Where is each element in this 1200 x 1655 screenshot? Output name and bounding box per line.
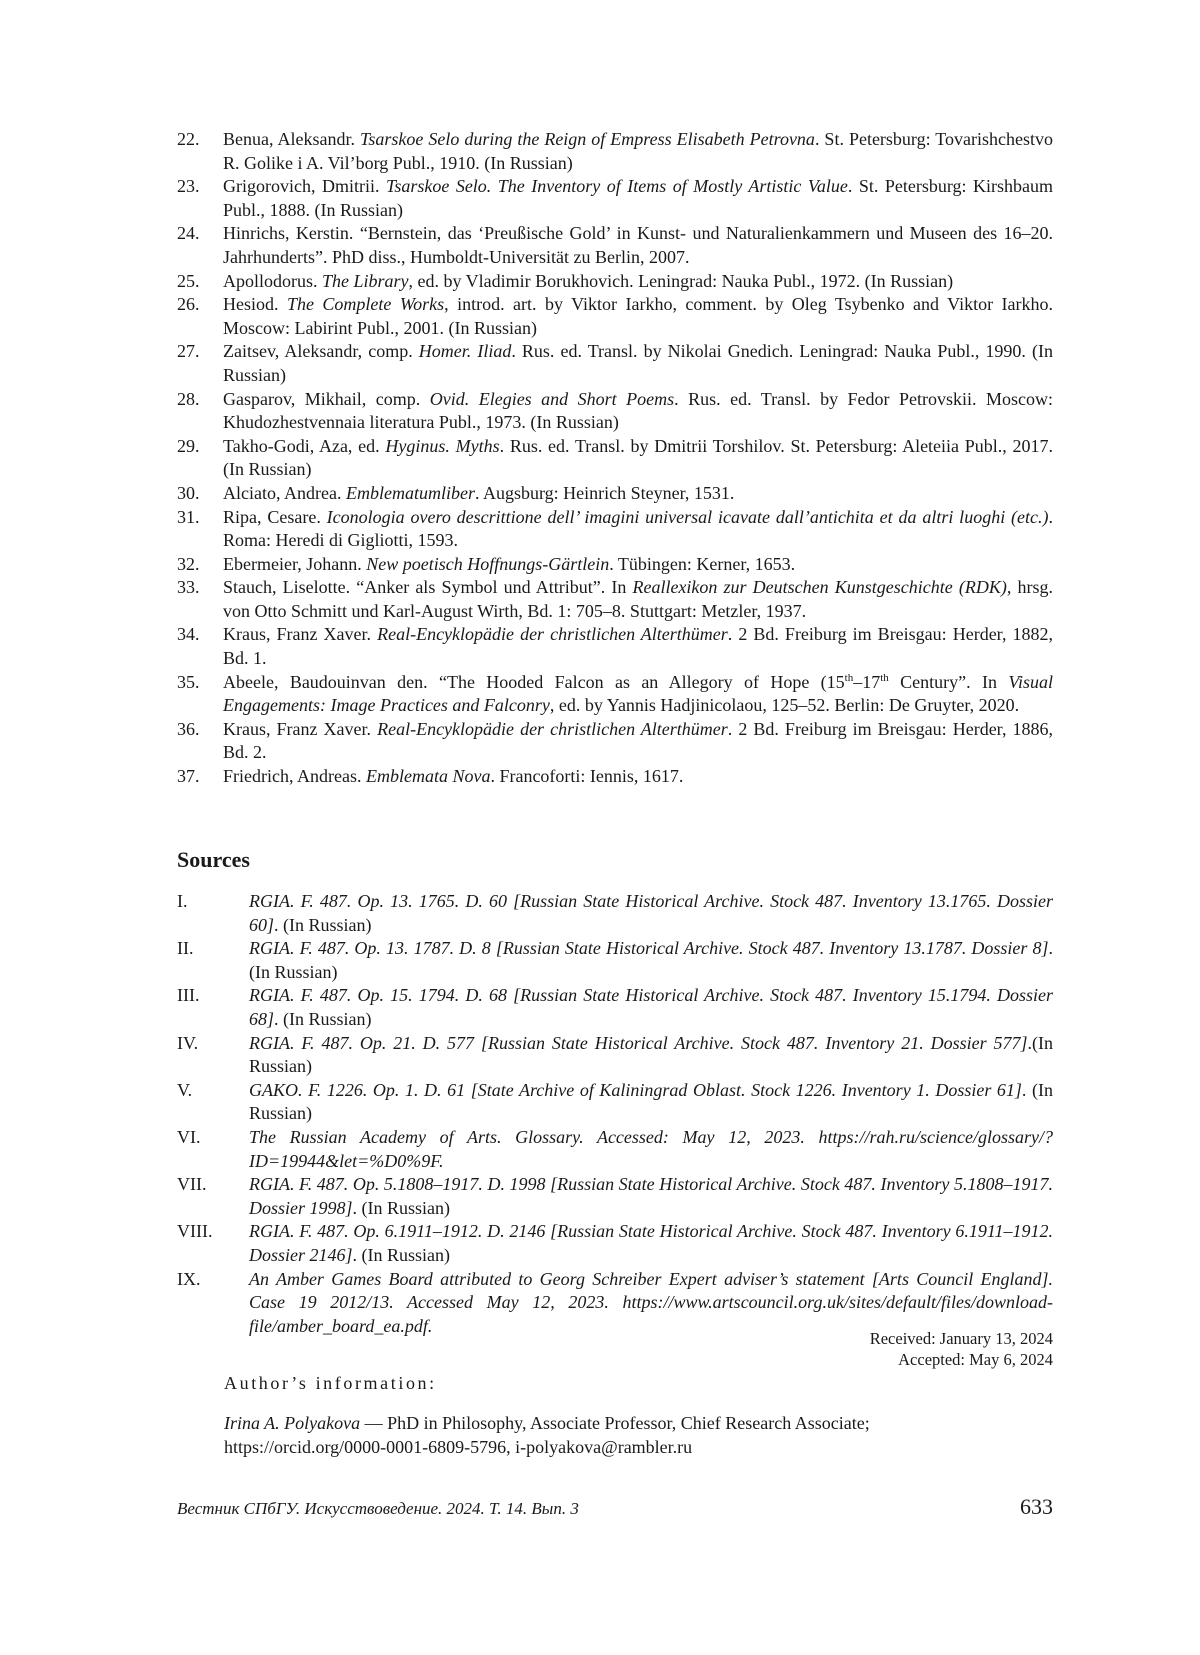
reference-item-number: 28. xyxy=(177,388,200,409)
reference-item-number: 34. xyxy=(177,624,200,645)
reference-item-text xyxy=(223,293,1053,340)
reference-item-text xyxy=(223,482,1053,506)
reference-item-text xyxy=(223,388,1053,435)
source-item xyxy=(177,937,1053,984)
italic-title: RGIA. F. 487. Op. 5.1808–1917. D. 1998 [Russian State Historical Archive. Stock 487. Inventory 5.1808–1917. Dossier 1998] xyxy=(249,1174,1053,1218)
source-item xyxy=(177,1220,1053,1267)
reference-item xyxy=(177,718,1053,765)
text-run: . St. Petersburg: Tovarishchestvo R. Golike i A. Vil’borg Publ., 1910. (In Russian) xyxy=(223,129,1053,173)
reference-item-number: 26. xyxy=(177,294,200,315)
text-run: Kraus, Franz Xaver. xyxy=(223,624,378,645)
source-item xyxy=(177,1173,1053,1220)
reference-item xyxy=(177,222,1053,269)
reference-item xyxy=(177,671,1053,718)
source-item xyxy=(177,1032,1053,1079)
text-run: . 2 Bd. Freiburg im Breisgau: Herder, 1886, Bd. 2. xyxy=(223,718,1054,763)
text-run: Abeele, Baudouinvan den. “The Hooded Falcon as an Allegory of Hope (15 xyxy=(223,671,845,692)
page-number: 633 xyxy=(1020,1494,1053,1519)
reference-item xyxy=(177,623,1053,670)
source-item xyxy=(177,984,1053,1031)
italic-title: RGIA. F. 487. Op. 21. D. 577 [Russian State Historical Archive. Stock 487. Inventory 21. Dossier 577] xyxy=(249,1032,1028,1053)
text-run: . (In Russian) xyxy=(352,1197,451,1218)
text-run: . (In Russian) xyxy=(249,938,1053,982)
text-run: Takho-Godi, Aza, ed. xyxy=(223,435,386,456)
reference-item-text xyxy=(223,340,1053,387)
reference-item xyxy=(177,553,1053,577)
sources-heading: Sources xyxy=(177,847,250,872)
text-run: Kraus, Franz Xaver. xyxy=(223,718,378,739)
reference-item xyxy=(177,576,1053,623)
journal-footer: Вестник СПбГУ. Искусствоведение. 2024. Т. 14. Вып. 3 xyxy=(177,1499,579,1518)
italic-title: Tsarskoe Selo during the Reign of Empress Elisabeth Petrovna xyxy=(359,129,815,149)
received-date: Received: January 13, 2024 xyxy=(869,1329,1053,1348)
sources-list xyxy=(177,890,1053,1338)
reference-item-number: 24. xyxy=(177,223,200,244)
reference-item-number: 22. xyxy=(177,129,200,149)
source-item-text xyxy=(249,1032,1053,1079)
reference-item-number: 31. xyxy=(177,506,200,527)
text-run: Gasparov, Mikhail, comp. xyxy=(223,388,430,409)
reference-item xyxy=(177,765,1053,789)
reference-item-text xyxy=(223,175,1053,222)
source-item-text xyxy=(249,1220,1053,1267)
author-info xyxy=(224,1411,1024,1459)
text-run: Alciato, Andrea. xyxy=(223,482,346,503)
reference-item-text xyxy=(223,718,1053,765)
text-run: . Roma: Heredi di Gigliotti, 1593. xyxy=(223,506,1054,551)
text-run: Ebermeier, Johann. xyxy=(223,553,367,574)
text-run: Stauch, Liselotte. “Anker als Symbol und Attribut”. In xyxy=(223,577,633,598)
superscript: th xyxy=(844,671,854,684)
text-run: Ripa, Cesare. xyxy=(223,506,327,527)
reference-item-text xyxy=(223,765,1053,789)
italic-title: RGIA. F. 487. Op. 15. 1794. D. 68 [Russian State Historical Archive. Stock 487. Inventory 15.1794. Dossier 68] xyxy=(249,985,1053,1029)
reference-item-text xyxy=(223,576,1053,623)
italic-title: Visual Engagements: Image Practices and Falconry xyxy=(223,671,1053,716)
text-run: Apollodorus. xyxy=(223,270,322,291)
italic-title: Emblematumliber xyxy=(345,482,475,503)
reference-item-text xyxy=(223,671,1053,718)
italic-title: Reallexikon zur Deutschen Kunstgeschichte (RDK) xyxy=(632,577,1007,598)
italic-title: Real-Encyklopädie der christlichen Alterthümer xyxy=(377,624,728,645)
reference-item-number: 27. xyxy=(177,341,200,362)
reference-item-text xyxy=(223,435,1053,482)
references-list xyxy=(177,128,1053,789)
source-item-number: II. xyxy=(177,938,194,959)
source-item-number: VI. xyxy=(177,1126,201,1147)
source-item-number: I. xyxy=(177,891,188,911)
reference-item-text xyxy=(223,623,1053,670)
text-run: , introd. art. by Viktor Iarkho, comment. by Oleg Tsybenko and Viktor Iarkho. Moscow: Labirint Publ., 2001. (In Russian) xyxy=(223,294,1054,338)
submission-dates xyxy=(700,1328,1053,1370)
italic-title: Ovid. Elegies and Short Poems xyxy=(429,388,675,409)
source-item-text xyxy=(249,1079,1053,1126)
source-item-text xyxy=(249,937,1053,984)
text-run: , hrsg. von Otto Schmitt und Karl-August Wirth, Bd. 1: 705–8. Stuttgart: Metzler, 1937. xyxy=(223,577,1053,621)
reference-item-text xyxy=(223,270,1053,294)
italic-title: Emblemata Nova xyxy=(365,766,491,787)
author-name: Irina A. Polyakova xyxy=(224,1413,361,1433)
text-run: , ed. by Vladimir Borukhovich. Leningrad: Nauka Publ., 1972. (In Russian) xyxy=(408,270,954,291)
text-run: . (In Russian) xyxy=(274,1008,372,1029)
text-run: , ed. by Yannis Hadjinicolaou, 125–52. Berlin: De Gruyter, 2020. xyxy=(549,695,1020,716)
author-contacts: https://orcid.org/0000-0001-6809-5796, i-polyakova@rambler.ru xyxy=(224,1437,693,1457)
reference-item-number: 25. xyxy=(177,270,200,291)
italic-title: Real-Encyklopädie der christlichen Alterthümer xyxy=(377,718,728,739)
italic-title: RGIA. F. 487. Op. 6.1911–1912. D. 2146 [Russian State Historical Archive. Stock 487. Inventory 6.1911–1912. Dossier 2146] xyxy=(249,1221,1053,1265)
author-info-heading: Author’s information: xyxy=(224,1373,437,1393)
reference-item-number: 32. xyxy=(177,553,200,574)
italic-title: An Amber Games Board attributed to Georg Schreiber Expert adviser’s statement [Arts Council England]. Case 19 2012/13. Accessed May 12, 2023. https://www.artscouncil.org.uk/sites/default/files/download-file/amber_board_ea.pdf. xyxy=(249,1268,1053,1336)
reference-item-text xyxy=(223,506,1053,553)
text-run: . (In Russian) xyxy=(352,1244,451,1265)
source-item-number: IX. xyxy=(177,1268,201,1289)
reference-item xyxy=(177,435,1053,482)
text-run: . (In Russian) xyxy=(274,914,372,935)
text-run: . Augsburg: Heinrich Steyner, 1531. xyxy=(474,482,735,503)
text-run: . Rus. ed. Transl. by Dmitrii Torshilov. St. Petersburg: Aleteiia Publ., 2017. (In Russian) xyxy=(223,435,1053,480)
reference-item-number: 23. xyxy=(177,176,200,197)
reference-item-number: 29. xyxy=(177,435,200,456)
source-item-text xyxy=(249,1126,1053,1173)
reference-item-text xyxy=(223,222,1053,269)
text-run: Hesiod. xyxy=(223,294,287,315)
text-run: . (In Russian) xyxy=(249,1079,1053,1124)
source-item-number: V. xyxy=(177,1079,193,1100)
reference-item-number: 33. xyxy=(177,577,200,598)
reference-item xyxy=(177,270,1053,294)
italic-title: GAKO. F. 1226. Op. 1. D. 61 [State Archive of Kaliningrad Oblast. Stock 1226. Inventory 1. Dossier 61] xyxy=(249,1079,1022,1100)
text-run: Grigorovich, Dmitrii. xyxy=(223,176,386,197)
text-run: Zaitsev, Aleksandr, comp. xyxy=(223,341,419,362)
text-run: –17 xyxy=(853,671,881,692)
reference-item xyxy=(177,340,1053,387)
italic-title: Homer. Iliad xyxy=(418,341,512,362)
source-item xyxy=(177,1079,1053,1126)
accepted-date: Accepted: May 6, 2024 xyxy=(898,1350,1053,1369)
italic-title: Hyginus. Myths xyxy=(385,435,500,456)
source-item-number: III. xyxy=(177,985,200,1006)
text-run: . Rus. ed. Transl. by Nikolai Gnedich. Leningrad: Nauka Publ., 1990. (In Russian) xyxy=(223,341,1053,385)
italic-title: The Library xyxy=(322,270,409,291)
italic-title: The Complete Works xyxy=(286,294,445,315)
text-run: Benua, Aleksandr. xyxy=(223,129,360,149)
source-item xyxy=(177,890,1053,937)
superscript: th xyxy=(880,671,889,684)
reference-item-text xyxy=(223,553,1053,577)
text-run: . Rus. ed. Transl. by Fedor Petrovskii. Moscow: Khudozhestvennaia literatura Publ., 1973. (In Russian) xyxy=(223,388,1053,433)
text-run: Century”. In xyxy=(888,671,1009,692)
reference-item xyxy=(177,482,1053,506)
reference-item xyxy=(177,128,1053,175)
reference-item xyxy=(177,293,1053,340)
source-item-text xyxy=(249,1173,1053,1220)
author-description: — PhD in Philosophy, Associate Professor, Chief Research Associate; xyxy=(360,1413,870,1433)
reference-item-number: 36. xyxy=(177,718,200,739)
reference-item-text xyxy=(223,128,1053,175)
source-item-number: IV. xyxy=(177,1032,199,1053)
italic-title: Iconologia overo descrittione dell’ imagini universal icavate dall’antichita et da altri luoghi (etc.) xyxy=(326,506,1049,527)
reference-item xyxy=(177,175,1053,222)
text-run: .(In Russian) xyxy=(249,1032,1053,1077)
text-run: . Tübingen: Kerner, 1653. xyxy=(609,553,796,574)
italic-title: New poetisch Hoffnungs-Gärtlein xyxy=(366,553,610,574)
reference-item-number: 35. xyxy=(177,671,200,692)
text-run: . St. Petersburg: Kirshbaum Publ., 1888. (In Russian) xyxy=(223,176,1053,220)
reference-item-number: 30. xyxy=(177,482,200,503)
italic-title: RGIA. F. 487. Op. 13. 1787. D. 8 [Russian State Historical Archive. Stock 487. Inventory 13.1787. Dossier 8] xyxy=(249,938,1049,959)
source-item-number: VII. xyxy=(177,1174,207,1195)
italic-title: The Russian Academy of Arts. Glossary. Accessed: May 12, 2023. https://rah.ru/science/glossary/?ID=19944&let=%D0%9F. xyxy=(249,1126,1053,1171)
italic-title: RGIA. F. 487. Op. 13. 1765. D. 60 [Russian State Historical Archive. Stock 487. Inventory 13.1765. Dossier 60] xyxy=(249,891,1053,935)
italic-title: Tsarskoe Selo. The Inventory of Items of Mostly Artistic Value xyxy=(385,176,848,197)
source-item-text xyxy=(249,984,1053,1031)
text-run: . Francoforti: Iennis, 1617. xyxy=(490,766,684,787)
reference-item-number: 37. xyxy=(177,766,200,787)
reference-item xyxy=(177,388,1053,435)
source-item-text xyxy=(249,890,1053,937)
source-item-number: VIII. xyxy=(177,1221,213,1242)
text-run: Friedrich, Andreas. xyxy=(223,766,366,787)
text-run: . 2 Bd. Freiburg im Breisgau: Herder, 1882, Bd. 1. xyxy=(223,624,1054,669)
source-item xyxy=(177,1126,1053,1173)
reference-item xyxy=(177,506,1053,553)
text-run: Hinrichs, Kerstin. “Bernstein, das ‘Preußische Gold’ in Kunst- und Naturalienkammern und Museen des 16–20. Jahrhunderts”. PhD diss., Humboldt-Universität zu Berlin, 2007. xyxy=(223,223,1053,267)
